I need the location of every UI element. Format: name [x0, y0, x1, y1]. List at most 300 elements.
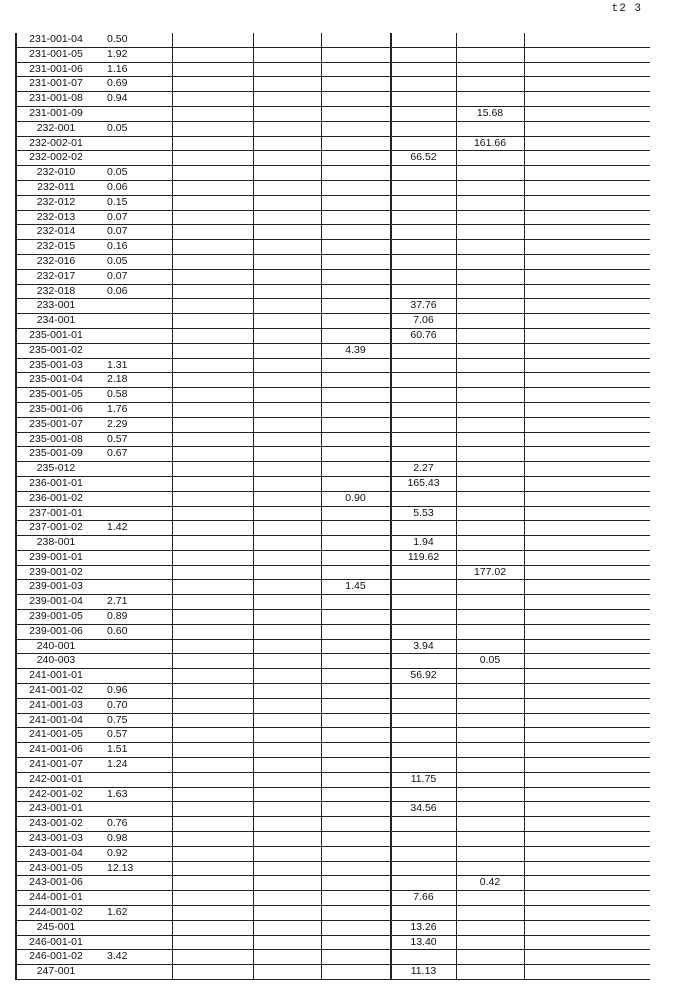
- table-cell-value-g: [456, 417, 524, 432]
- table-cell-code: 238-001: [16, 536, 95, 551]
- table-cell-value-e: [321, 935, 391, 950]
- table-cell-col-d: [253, 802, 321, 817]
- table-cell-value-e: [321, 328, 391, 343]
- table-cell-code: 235-001-06: [16, 402, 95, 417]
- table-row: [16, 77, 650, 92]
- table-cell-value-g: 0.05: [456, 654, 524, 669]
- table-cell-code: 240-001: [16, 639, 95, 654]
- table-cell-col-c: [172, 684, 253, 699]
- table-cell-col-d: [253, 861, 321, 876]
- table-cell-col-h: [524, 654, 650, 669]
- table-cell-col-h: [524, 121, 650, 136]
- table-cell-code: 232-010: [16, 166, 95, 181]
- table-cell-col-h: [524, 891, 650, 906]
- table-cell-col-c: [172, 876, 253, 891]
- table-row: [16, 906, 650, 921]
- table-cell-value-g: [456, 758, 524, 773]
- table-cell-value-e: [321, 402, 391, 417]
- table-cell-col-h: [524, 254, 650, 269]
- table-cell-col-c: [172, 151, 253, 166]
- data-table: [15, 33, 650, 980]
- table-cell-col-h: [524, 684, 650, 699]
- table-cell-col-h: [524, 373, 650, 388]
- table-cell-value-f: [391, 269, 457, 284]
- table-cell-value-f: [391, 654, 457, 669]
- table-cell-value-f: [391, 47, 457, 62]
- table-cell-col-c: [172, 373, 253, 388]
- table-cell-col-c: [172, 654, 253, 669]
- table-cell-col-h: [524, 328, 650, 343]
- table-cell-col-d: [253, 33, 321, 47]
- table-cell-col-c: [172, 62, 253, 77]
- table-cell-value-a: 0.58: [95, 388, 172, 403]
- table-cell-code: 232-002-02: [16, 151, 95, 166]
- table-cell-col-c: [172, 47, 253, 62]
- table-cell-value-f: [391, 432, 457, 447]
- table-cell-col-c: [172, 787, 253, 802]
- table-cell-value-e: [321, 136, 391, 151]
- table-cell-value-e: [321, 772, 391, 787]
- table-cell-value-e: [321, 521, 391, 536]
- table-cell-col-d: [253, 195, 321, 210]
- table-cell-value-e: [321, 920, 391, 935]
- table-cell-code: 237-001-01: [16, 506, 95, 521]
- table-cell-col-d: [253, 713, 321, 728]
- table-cell-value-g: [456, 802, 524, 817]
- table-cell-col-d: [253, 462, 321, 477]
- table-cell-value-g: [456, 462, 524, 477]
- table-cell-value-g: [456, 195, 524, 210]
- table-cell-col-d: [253, 284, 321, 299]
- table-cell-col-d: [253, 254, 321, 269]
- table-cell-code: 236-001-01: [16, 476, 95, 491]
- table-cell-col-h: [524, 861, 650, 876]
- table-cell-col-d: [253, 121, 321, 136]
- table-cell-value-f: [391, 417, 457, 432]
- table-cell-value-a: 0.05: [95, 166, 172, 181]
- table-cell-value-f: [391, 121, 457, 136]
- table-cell-col-d: [253, 225, 321, 240]
- table-cell-value-f: 2.27: [391, 462, 457, 477]
- table-cell-col-h: [524, 432, 650, 447]
- table-cell-value-a: 1.24: [95, 758, 172, 773]
- table-row: [16, 417, 650, 432]
- table-cell-value-a: 0.67: [95, 447, 172, 462]
- table-cell-col-h: [524, 195, 650, 210]
- table-cell-col-h: [524, 284, 650, 299]
- table-cell-value-g: [456, 284, 524, 299]
- table-cell-code: 235-012: [16, 462, 95, 477]
- table-cell-col-h: [524, 388, 650, 403]
- table-cell-value-f: [391, 728, 457, 743]
- table-cell-value-g: [456, 684, 524, 699]
- table-cell-value-g: [456, 595, 524, 610]
- table-cell-col-c: [172, 491, 253, 506]
- table-cell-value-e: [321, 817, 391, 832]
- table-cell-value-a: [95, 876, 172, 891]
- table-cell-value-a: [95, 314, 172, 329]
- table-cell-value-g: 161.66: [456, 136, 524, 151]
- table-cell-value-g: [456, 314, 524, 329]
- table-cell-value-f: [391, 832, 457, 847]
- table-row: [16, 195, 650, 210]
- table-row: [16, 254, 650, 269]
- table-cell-value-a: 1.42: [95, 521, 172, 536]
- table-cell-value-f: [391, 225, 457, 240]
- table-cell-col-d: [253, 328, 321, 343]
- table-cell-col-h: [524, 521, 650, 536]
- table-cell-col-c: [172, 965, 253, 980]
- table-cell-col-c: [172, 299, 253, 314]
- table-cell-value-f: [391, 684, 457, 699]
- table-cell-value-a: [95, 491, 172, 506]
- table-row: [16, 698, 650, 713]
- table-cell-value-f: [391, 743, 457, 758]
- table-cell-value-e: [321, 846, 391, 861]
- table-cell-code: 232-002-01: [16, 136, 95, 151]
- table-cell-value-a: 0.06: [95, 180, 172, 195]
- table-cell-col-d: [253, 920, 321, 935]
- table-cell-value-f: 56.92: [391, 669, 457, 684]
- table-cell-col-d: [253, 817, 321, 832]
- table-cell-value-a: [95, 343, 172, 358]
- table-cell-col-d: [253, 343, 321, 358]
- table-row: [16, 121, 650, 136]
- table-cell-code: 232-018: [16, 284, 95, 299]
- table-cell-value-g: [456, 225, 524, 240]
- table-cell-value-g: [456, 402, 524, 417]
- table-cell-col-c: [172, 713, 253, 728]
- table-cell-code: 243-001-05: [16, 861, 95, 876]
- table-cell-col-h: [524, 314, 650, 329]
- table-cell-code: 241-001-03: [16, 698, 95, 713]
- table-cell-value-f: [391, 33, 457, 47]
- table-cell-value-e: [321, 47, 391, 62]
- table-cell-code: 246-001-02: [16, 950, 95, 965]
- table-cell-col-d: [253, 373, 321, 388]
- table-cell-col-c: [172, 328, 253, 343]
- table-cell-value-e: [321, 462, 391, 477]
- table-cell-col-h: [524, 817, 650, 832]
- table-cell-value-f: [391, 358, 457, 373]
- table-cell-value-a: [95, 654, 172, 669]
- table-cell-col-h: [524, 240, 650, 255]
- table-cell-value-f: [391, 950, 457, 965]
- table-cell-value-a: [95, 935, 172, 950]
- table-cell-value-g: [456, 373, 524, 388]
- table-cell-col-c: [172, 210, 253, 225]
- table-cell-col-h: [524, 166, 650, 181]
- table-cell-col-d: [253, 269, 321, 284]
- table-cell-value-f: 7.66: [391, 891, 457, 906]
- table-row: [16, 358, 650, 373]
- table-cell-value-e: [321, 269, 391, 284]
- table-cell-code: 242-001-01: [16, 772, 95, 787]
- table-cell-value-a: [95, 106, 172, 121]
- table-cell-col-d: [253, 417, 321, 432]
- table-cell-col-d: [253, 595, 321, 610]
- table-cell-value-e: [321, 77, 391, 92]
- table-cell-value-g: [456, 240, 524, 255]
- table-cell-value-g: [456, 491, 524, 506]
- table-cell-col-c: [172, 846, 253, 861]
- table-cell-value-f: [391, 565, 457, 580]
- table-cell-col-c: [172, 447, 253, 462]
- table-cell-col-d: [253, 846, 321, 861]
- table-cell-code: 233-001: [16, 299, 95, 314]
- table-cell-col-h: [524, 447, 650, 462]
- table-cell-col-h: [524, 610, 650, 625]
- table-cell-value-g: [456, 698, 524, 713]
- table-cell-value-f: [391, 240, 457, 255]
- table-cell-value-a: [95, 580, 172, 595]
- table-cell-col-h: [524, 462, 650, 477]
- table-cell-code: 235-001-01: [16, 328, 95, 343]
- table-cell-value-a: 0.94: [95, 92, 172, 107]
- table-cell-value-f: [391, 180, 457, 195]
- table-row: [16, 284, 650, 299]
- table-cell-value-e: [321, 417, 391, 432]
- table-cell-value-g: [456, 536, 524, 551]
- table-cell-value-a: 1.62: [95, 906, 172, 921]
- table-cell-code: 235-001-03: [16, 358, 95, 373]
- table-row: [16, 521, 650, 536]
- table-cell-value-a: 0.70: [95, 698, 172, 713]
- table-cell-value-a: [95, 639, 172, 654]
- table-cell-col-d: [253, 935, 321, 950]
- table-row: [16, 891, 650, 906]
- table-cell-col-d: [253, 758, 321, 773]
- table-cell-value-g: [456, 476, 524, 491]
- table-cell-code: 241-001-07: [16, 758, 95, 773]
- table-cell-value-g: [456, 713, 524, 728]
- table-cell-value-g: [456, 254, 524, 269]
- table-cell-col-c: [172, 669, 253, 684]
- table-row: [16, 136, 650, 151]
- table-cell-col-c: [172, 358, 253, 373]
- table-cell-col-c: [172, 180, 253, 195]
- table-cell-code: 232-015: [16, 240, 95, 255]
- table-cell-value-e: [321, 284, 391, 299]
- table-cell-value-g: [456, 624, 524, 639]
- table-cell-col-c: [172, 832, 253, 847]
- table-cell-code: 232-014: [16, 225, 95, 240]
- table-cell-value-a: 0.98: [95, 832, 172, 847]
- table-row: [16, 758, 650, 773]
- table-cell-value-e: [321, 314, 391, 329]
- table-cell-value-g: [456, 343, 524, 358]
- table-cell-value-a: [95, 536, 172, 551]
- table-cell-col-d: [253, 506, 321, 521]
- table-cell-value-g: [456, 166, 524, 181]
- table-cell-value-e: [321, 432, 391, 447]
- table-cell-value-f: [391, 491, 457, 506]
- table-cell-value-a: [95, 965, 172, 980]
- table-cell-col-d: [253, 299, 321, 314]
- table-cell-col-d: [253, 580, 321, 595]
- table-cell-col-h: [524, 536, 650, 551]
- table-cell-value-a: 0.75: [95, 713, 172, 728]
- table-cell-value-a: 2.71: [95, 595, 172, 610]
- table-cell-value-g: [456, 180, 524, 195]
- table-cell-col-c: [172, 195, 253, 210]
- table-row: [16, 506, 650, 521]
- table-cell-value-a: 0.16: [95, 240, 172, 255]
- table-row: [16, 935, 650, 950]
- table-cell-value-g: [456, 935, 524, 950]
- table-cell-col-c: [172, 521, 253, 536]
- table-cell-code: 241-001-05: [16, 728, 95, 743]
- table-cell-col-h: [524, 906, 650, 921]
- table-cell-col-d: [253, 669, 321, 684]
- table-cell-value-f: [391, 610, 457, 625]
- table-cell-value-f: [391, 846, 457, 861]
- table-cell-col-d: [253, 151, 321, 166]
- table-cell-value-a: [95, 328, 172, 343]
- table-cell-code: 244-001-01: [16, 891, 95, 906]
- table-cell-value-a: [95, 476, 172, 491]
- table-cell-value-f: [391, 92, 457, 107]
- table-cell-value-f: [391, 595, 457, 610]
- table-cell-col-d: [253, 491, 321, 506]
- table-cell-col-d: [253, 447, 321, 462]
- table-cell-col-c: [172, 462, 253, 477]
- table-cell-col-c: [172, 343, 253, 358]
- table-cell-value-f: [391, 195, 457, 210]
- table-cell-value-a: [95, 151, 172, 166]
- table-cell-col-d: [253, 772, 321, 787]
- table-cell-code: 240-003: [16, 654, 95, 669]
- table-cell-col-h: [524, 846, 650, 861]
- table-cell-code: 235-001-08: [16, 432, 95, 447]
- table-cell-value-g: [456, 728, 524, 743]
- table-cell-col-c: [172, 417, 253, 432]
- table-cell-code: 232-017: [16, 269, 95, 284]
- table-row: [16, 772, 650, 787]
- table-cell-value-a: 0.50: [95, 33, 172, 47]
- table-cell-code: 239-001-03: [16, 580, 95, 595]
- table-cell-col-h: [524, 965, 650, 980]
- table-cell-col-c: [172, 314, 253, 329]
- table-row: [16, 388, 650, 403]
- table-cell-col-c: [172, 802, 253, 817]
- table-cell-col-c: [172, 580, 253, 595]
- table-cell-col-d: [253, 358, 321, 373]
- table-cell-col-c: [172, 284, 253, 299]
- table-cell-value-e: [321, 684, 391, 699]
- table-row: [16, 491, 650, 506]
- table-cell-value-g: [456, 669, 524, 684]
- table-row: [16, 920, 650, 935]
- table-cell-value-f: 7.06: [391, 314, 457, 329]
- table-cell-col-d: [253, 476, 321, 491]
- table-cell-value-g: [456, 906, 524, 921]
- table-row: [16, 269, 650, 284]
- table-cell-col-h: [524, 151, 650, 166]
- table-cell-col-h: [524, 565, 650, 580]
- table-cell-code: 243-001-03: [16, 832, 95, 847]
- table-cell-col-h: [524, 920, 650, 935]
- table-cell-col-d: [253, 728, 321, 743]
- table-cell-value-f: [391, 624, 457, 639]
- table-cell-value-e: [321, 787, 391, 802]
- table-cell-col-c: [172, 33, 253, 47]
- table-cell-value-g: [456, 950, 524, 965]
- table-cell-value-e: [321, 728, 391, 743]
- table-cell-value-e: [321, 595, 391, 610]
- table-cell-col-h: [524, 713, 650, 728]
- table-cell-value-a: 0.05: [95, 254, 172, 269]
- table-cell-value-f: [391, 284, 457, 299]
- table-cell-value-g: [456, 328, 524, 343]
- table-cell-code: 235-001-09: [16, 447, 95, 462]
- table-cell-value-e: [321, 373, 391, 388]
- table-cell-col-c: [172, 728, 253, 743]
- table-cell-col-d: [253, 210, 321, 225]
- table-row: [16, 876, 650, 891]
- table-cell-code: 237-001-02: [16, 521, 95, 536]
- table-cell-value-f: 37.76: [391, 299, 457, 314]
- table-cell-value-f: [391, 817, 457, 832]
- table-cell-value-g: [456, 62, 524, 77]
- table-cell-col-h: [524, 476, 650, 491]
- table-cell-value-a: 0.96: [95, 684, 172, 699]
- table-cell-col-c: [172, 388, 253, 403]
- table-cell-value-a: 0.89: [95, 610, 172, 625]
- table-cell-col-d: [253, 536, 321, 551]
- table-cell-value-a: [95, 462, 172, 477]
- table-cell-value-e: [321, 565, 391, 580]
- table-cell-code: 235-001-02: [16, 343, 95, 358]
- table-cell-col-c: [172, 92, 253, 107]
- table-cell-value-g: [456, 299, 524, 314]
- table-cell-value-f: [391, 758, 457, 773]
- table-cell-col-h: [524, 269, 650, 284]
- table-cell-value-g: 177.02: [456, 565, 524, 580]
- table-cell-value-f: [391, 580, 457, 595]
- table-row: [16, 565, 650, 580]
- table-cell-col-h: [524, 728, 650, 743]
- table-cell-value-f: [391, 906, 457, 921]
- table-cell-col-h: [524, 210, 650, 225]
- table-cell-value-e: [321, 210, 391, 225]
- table-cell-value-f: 60.76: [391, 328, 457, 343]
- table-cell-col-d: [253, 565, 321, 580]
- table-cell-col-c: [172, 595, 253, 610]
- table-cell-value-f: 34.56: [391, 802, 457, 817]
- table-cell-col-h: [524, 669, 650, 684]
- table-cell-value-f: [391, 210, 457, 225]
- table-cell-code: 239-001-02: [16, 565, 95, 580]
- table-cell-code: 235-001-07: [16, 417, 95, 432]
- table-cell-value-g: 0.42: [456, 876, 524, 891]
- table-row: [16, 846, 650, 861]
- table-cell-code: 245-001: [16, 920, 95, 935]
- table-cell-value-g: [456, 846, 524, 861]
- table-cell-col-h: [524, 506, 650, 521]
- table-row: [16, 62, 650, 77]
- table-cell-value-g: [456, 580, 524, 595]
- table-cell-value-f: [391, 861, 457, 876]
- table-cell-code: 241-001-06: [16, 743, 95, 758]
- table-cell-code: 239-001-04: [16, 595, 95, 610]
- table-cell-value-f: 11.75: [391, 772, 457, 787]
- table-cell-value-e: [321, 254, 391, 269]
- table-cell-code: 231-001-07: [16, 77, 95, 92]
- table-cell-value-a: 0.15: [95, 195, 172, 210]
- table-cell-col-d: [253, 166, 321, 181]
- table-cell-value-f: [391, 876, 457, 891]
